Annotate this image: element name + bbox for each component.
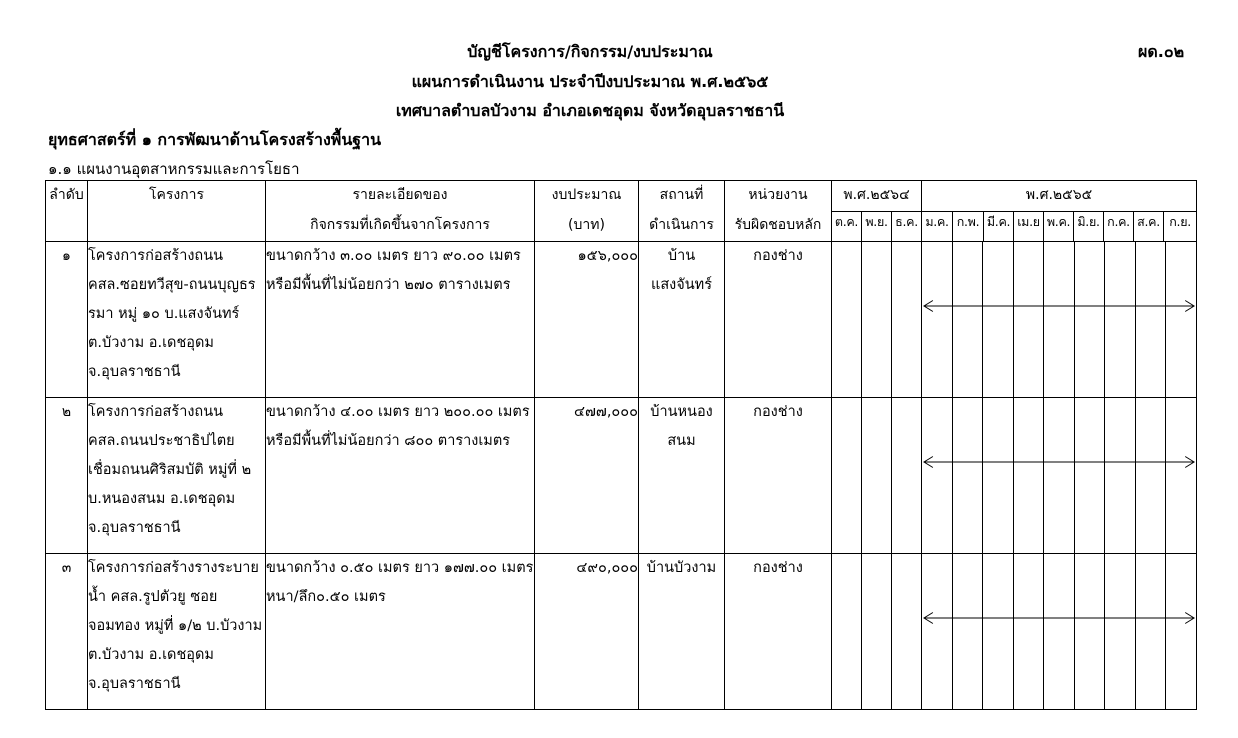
project-budget: ๔๗๗,๐๐๐ [535, 398, 639, 554]
timeline-arrow [923, 612, 1195, 624]
project-location: บ้านบัวงาม [639, 554, 725, 710]
project-agency: กองช่าง [725, 398, 832, 554]
col-header-agency-1: หน่วยงาน [725, 181, 832, 212]
table-row [46, 398, 1197, 554]
timeline-arrow [923, 300, 1195, 312]
project-location: บ้านแสงจันทร์ [639, 242, 725, 398]
project-details: ขนาดกว้าง ๓.๐๐ เมตร ยาว ๙๐.๐๐ เมตร หรือมีพื้นที่ไม่น้อยกว่า ๒๗๐ ตารางเมตร [266, 242, 535, 398]
project-name: โครงการก่อสร้างถนน คสล.ซอยทวีสุข-ถนนบุญธรรมา หมู่ ๑๐ บ.แสงจันทร์ ต.บัวงาม อ.เดชอุดม จ.อุบลราชธานี [88, 242, 266, 398]
project-budget: ๔๙๐,๐๐๐ [535, 554, 639, 710]
col-header-location-2: ดำเนินการ [639, 211, 725, 242]
month-header: ก.ค. [1104, 211, 1134, 242]
doc-title: บัญชีโครงการ/กิจกรรม/งบประมาณ [467, 42, 713, 61]
project-details: ขนาดกว้าง ๐.๕๐ เมตร ยาว ๑๗๗.๐๐ เมตร หนา/ลึก๐.๕๐ เมตร [266, 554, 535, 710]
col-header-details-2: กิจกรรมที่เกิดขึ้นจากโครงการ [266, 211, 535, 242]
month-header: ต.ค. [832, 211, 862, 242]
timeline-cell [922, 554, 1197, 710]
project-agency: กองช่าง [725, 242, 832, 398]
project-budget: ๑๕๖,๐๐๐ [535, 242, 639, 398]
col-header-details-1: รายละเอียดของ [266, 181, 535, 212]
project-location: บ้านหนองสนม [639, 398, 725, 554]
month-header: พ.ย. [862, 211, 892, 242]
plan-heading: ๑.๑ แผนงานอุตสาหกรรมและการโยธา [48, 160, 300, 178]
project-name: โครงการก่อสร้างรางระบายน้ำ คสล.รูปตัวยู ซอยจอมทอง หมู่ที่ ๑/๒ บ.บัวงาม ต.บัวงาม อ.เดชอุดม จ.อุบลราชธานี [88, 554, 266, 710]
col-header-agency-2: รับผิดชอบหลัก [725, 211, 832, 242]
month-header: พ.ค. [1044, 211, 1074, 242]
month-header: ส.ค. [1134, 211, 1164, 242]
month-header: ธ.ค. [892, 211, 922, 242]
project-agency: กองช่าง [725, 554, 832, 710]
form-code: ผด.๐๒ [1138, 42, 1185, 61]
timeline-cell [922, 398, 1197, 554]
col-header-year-2564: พ.ศ.๒๕๖๔ [832, 181, 922, 212]
timeline-arrow [923, 456, 1195, 468]
col-header-budget-2: (บาท) [535, 211, 639, 242]
row-number: ๑ [46, 242, 88, 398]
table-row [46, 242, 1197, 398]
project-name: โครงการก่อสร้างถนน คสล.ถนนประชาธิปไตยเชื่อมถนนศิริสมบัติ หมู่ที่ ๒ บ.หนองสนม อ.เดชอุดม จ.อุบลราชธานี [88, 398, 266, 554]
col-header-location-1: สถานที่ [639, 181, 725, 212]
doc-organization: เทศบาลตำบลบัวงาม อำเภอเดชอุดม จังหวัดอุบลราชธานี [395, 101, 785, 120]
timeline-cell [922, 242, 1197, 398]
row-number: ๒ [46, 398, 88, 554]
table-row [46, 554, 1197, 710]
row-number: ๓ [46, 554, 88, 710]
col-header-budget-1: งบประมาณ [535, 181, 639, 212]
month-header: มี.ค. [984, 211, 1014, 242]
project-table [45, 180, 1197, 710]
month-header: เม.ย [1014, 211, 1044, 242]
strategy-heading: ยุทธศาสตร์ที่ ๑ การพัฒนาด้านโครงสร้างพื้นฐาน [48, 130, 382, 149]
col-header-project: โครงการ [88, 181, 266, 242]
doc-subtitle: แผนการดำเนินงาน ประจำปีงบประมาณ พ.ศ.๒๕๖๕ [411, 72, 769, 91]
col-header-no: ลำดับ [46, 181, 88, 242]
month-header: ม.ค. [922, 211, 953, 242]
month-header: มิ.ย. [1074, 211, 1104, 242]
month-header: ก.พ. [953, 211, 984, 242]
month-header: ก.ย. [1164, 211, 1197, 242]
col-header-year-2565: พ.ศ.๒๕๖๕ [922, 181, 1197, 212]
project-details: ขนาดกว้าง ๔.๐๐ เมตร ยาว ๒๐๐.๐๐ เมตร หรือมีพื้นที่ไม่น้อยกว่า ๘๐๐ ตารางเมตร [266, 398, 535, 554]
